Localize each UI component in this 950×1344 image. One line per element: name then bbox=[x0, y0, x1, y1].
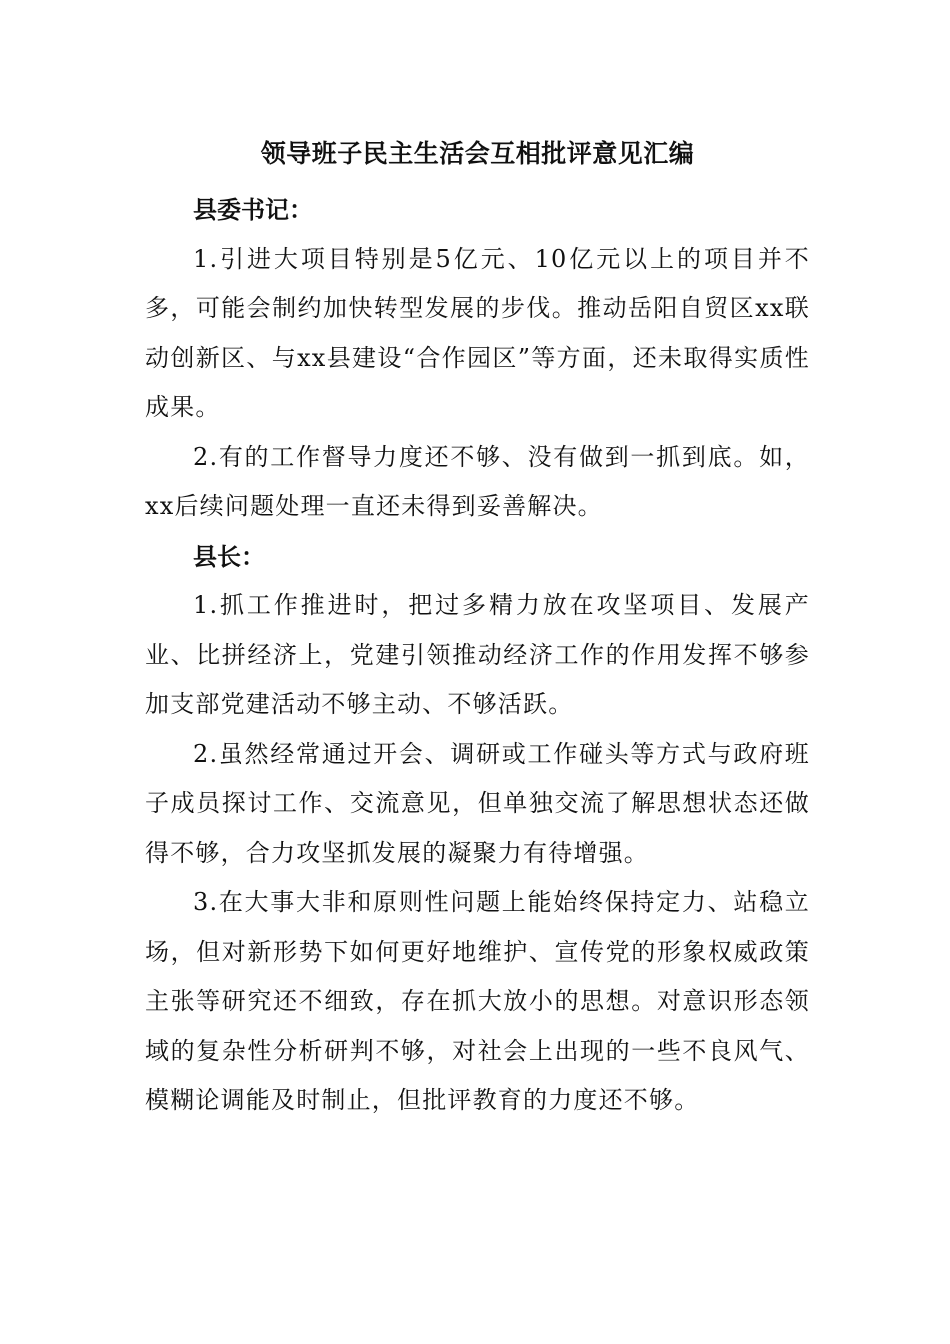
paragraph: 1.抓工作推进时，把过多精力放在攻坚项目、发展产业、比拼经济上，党建引领推动经济工作的作用发挥不够参加支部党建活动不够主动、不够活跃。 bbox=[145, 591, 810, 718]
section-county-party-secretary bbox=[145, 185, 810, 532]
paragraph: 1.引进大项目特别是5亿元、10亿元以上的项目并不多，可能会制约加快转型发展的步伐。推动岳阳自贸区xx联动创新区、与xx县建设“合作园区”等方面，还未取得实质性成果。 bbox=[145, 244, 810, 421]
document-page bbox=[145, 128, 810, 1126]
section-county-head bbox=[145, 532, 810, 1126]
paragraph: 3.在大事大非和原则性问题上能始终保持定力、站稳立场，但对新形势下如何更好地维护、宣传党的形象权威政策主张等研究还不细致，存在抓大放小的思想。对意识形态领域的复杂性分析研判不够，对社会上出现的一些不良风气、模糊论调能及时制止，但批评教育的力度还不够。 bbox=[145, 888, 810, 1114]
paragraph: 2.虽然经常通过开会、调研或工作碰头等方式与政府班子成员探讨工作、交流意见，但单独交流了解思想状态还做得不够，合力攻坚抓发展的凝聚力有待增强。 bbox=[145, 739, 810, 867]
document-title: 领导班子民主生活会互相批评意见汇编 bbox=[260, 139, 695, 168]
section-heading: 县委书记： bbox=[193, 195, 313, 224]
section-heading: 县长： bbox=[193, 541, 265, 571]
paragraph: 2.有的工作督导力度还不够、没有做到一抓到底。如，xx后续问题处理一直还未得到妥善解决。 bbox=[145, 442, 810, 520]
